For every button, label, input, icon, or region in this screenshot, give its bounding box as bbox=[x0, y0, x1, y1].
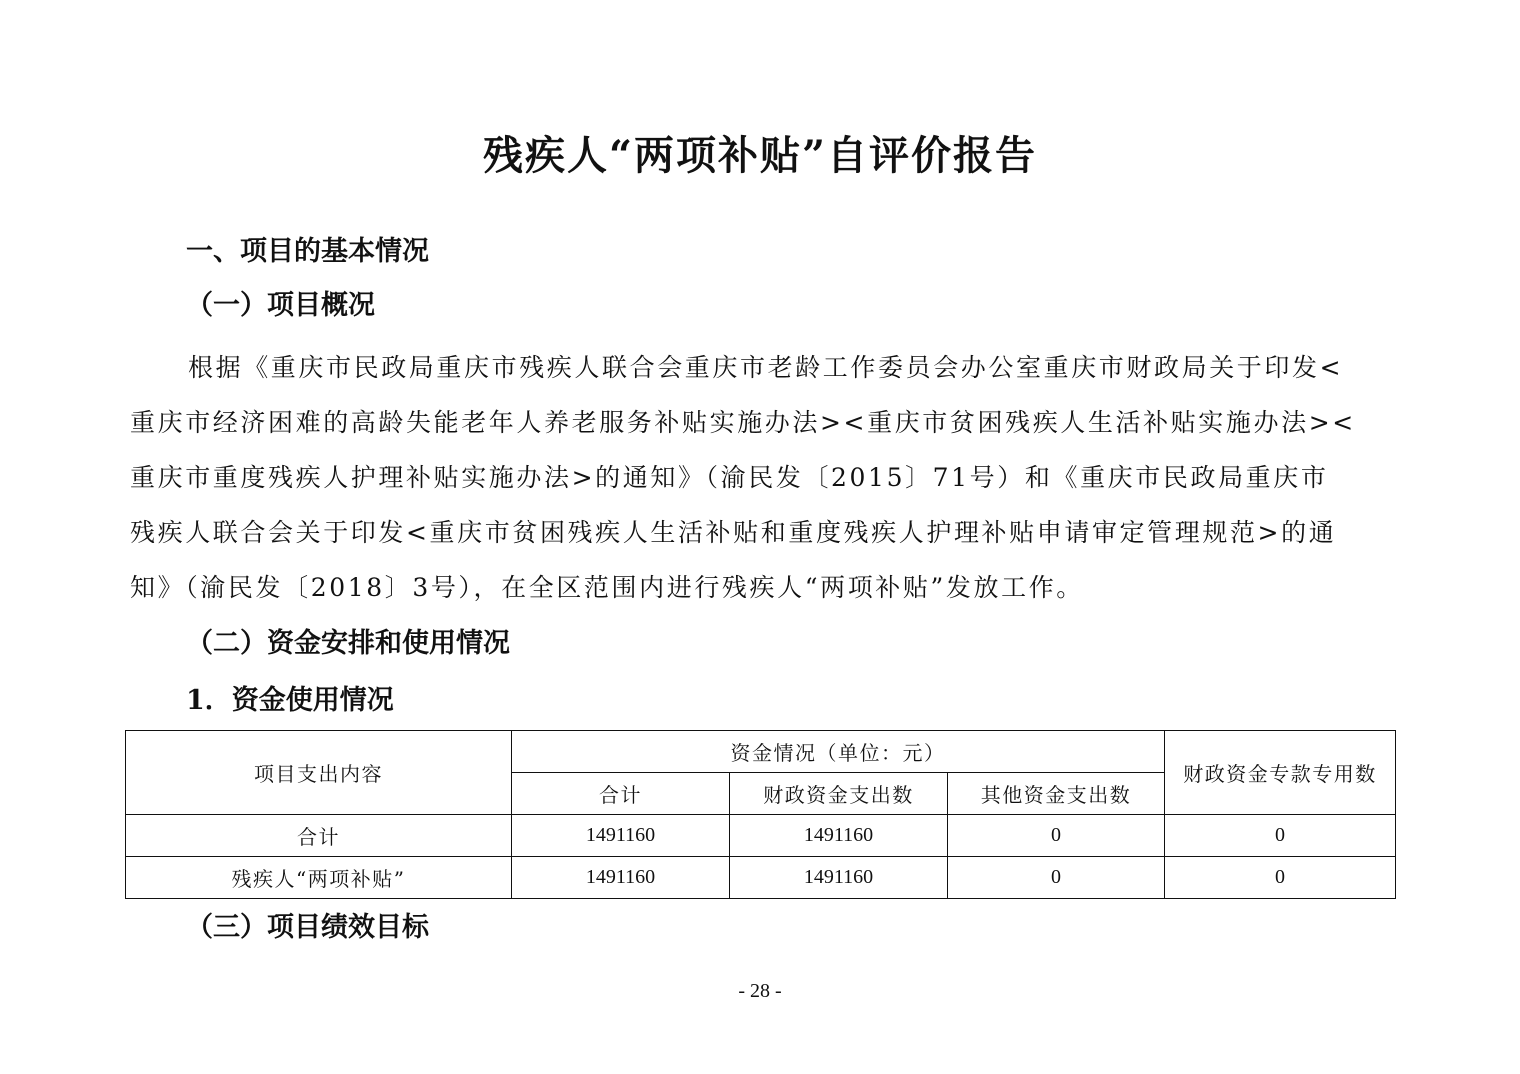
header-cell-funds-group: 资金情况（单位：元） bbox=[512, 731, 1165, 773]
item-heading-fund-usage: 1．资金使用情况 bbox=[186, 685, 394, 716]
cell-special: 0 bbox=[1165, 857, 1396, 899]
table-row bbox=[126, 815, 1396, 857]
header-cell-total: 合计 bbox=[512, 773, 730, 815]
cell-name: 残疾人“两项补贴” bbox=[126, 857, 512, 899]
paragraph-line: 知》（渝民发〔2018〕3号），在全区范围内进行残疾人“两项补贴”发放工作。 bbox=[130, 573, 1084, 602]
header-cell-special: 财政资金专款专用数 bbox=[1165, 731, 1396, 815]
subsection-heading-funding: （二）资金安排和使用情况 bbox=[186, 628, 510, 659]
paragraph-line: 残疾人联合会关于印发<重庆市贫困残疾人生活补贴和重度残疾人护理补贴申请审定管理规范>的通 bbox=[130, 518, 1337, 547]
page-title: 残疾人“两项补贴”自评价报告 bbox=[482, 132, 1037, 179]
paragraph-line: 根据《重庆市民政局重庆市残疾人联合会重庆市老龄工作委员会办公室重庆市财政局关于印发< bbox=[188, 353, 1344, 382]
paragraph-line: 重庆市重度残疾人护理补贴实施办法>的通知》（渝民发〔2015〕71号）和《重庆市民政局重庆市 bbox=[130, 463, 1329, 492]
paragraph-line: 重庆市经济困难的高龄失能老年人养老服务补贴实施办法><重庆市贫困残疾人生活补贴实施办法>< bbox=[130, 408, 1356, 437]
cell-name: 合计 bbox=[126, 815, 512, 857]
header-cell-content: 项目支出内容 bbox=[126, 731, 512, 815]
subsection-heading-overview: （一）项目概况 bbox=[186, 290, 375, 321]
table-row bbox=[126, 857, 1396, 899]
cell-total: 1491160 bbox=[512, 857, 730, 899]
header-cell-fiscal: 财政资金支出数 bbox=[730, 773, 948, 815]
table-header-row bbox=[126, 731, 1396, 773]
section-heading-basic-info: 一、项目的基本情况 bbox=[186, 236, 429, 267]
cell-fiscal: 1491160 bbox=[730, 857, 948, 899]
cell-other: 0 bbox=[948, 857, 1165, 899]
header-cell-other: 其他资金支出数 bbox=[948, 773, 1165, 815]
cell-fiscal: 1491160 bbox=[730, 815, 948, 857]
overview-paragraph bbox=[130, 340, 1394, 615]
cell-total: 1491160 bbox=[512, 815, 730, 857]
page-number: - 28 - bbox=[738, 980, 782, 1002]
fund-usage-table bbox=[125, 730, 1396, 899]
cell-special: 0 bbox=[1165, 815, 1396, 857]
subsection-heading-performance-goals: （三）项目绩效目标 bbox=[186, 912, 429, 943]
cell-other: 0 bbox=[948, 815, 1165, 857]
